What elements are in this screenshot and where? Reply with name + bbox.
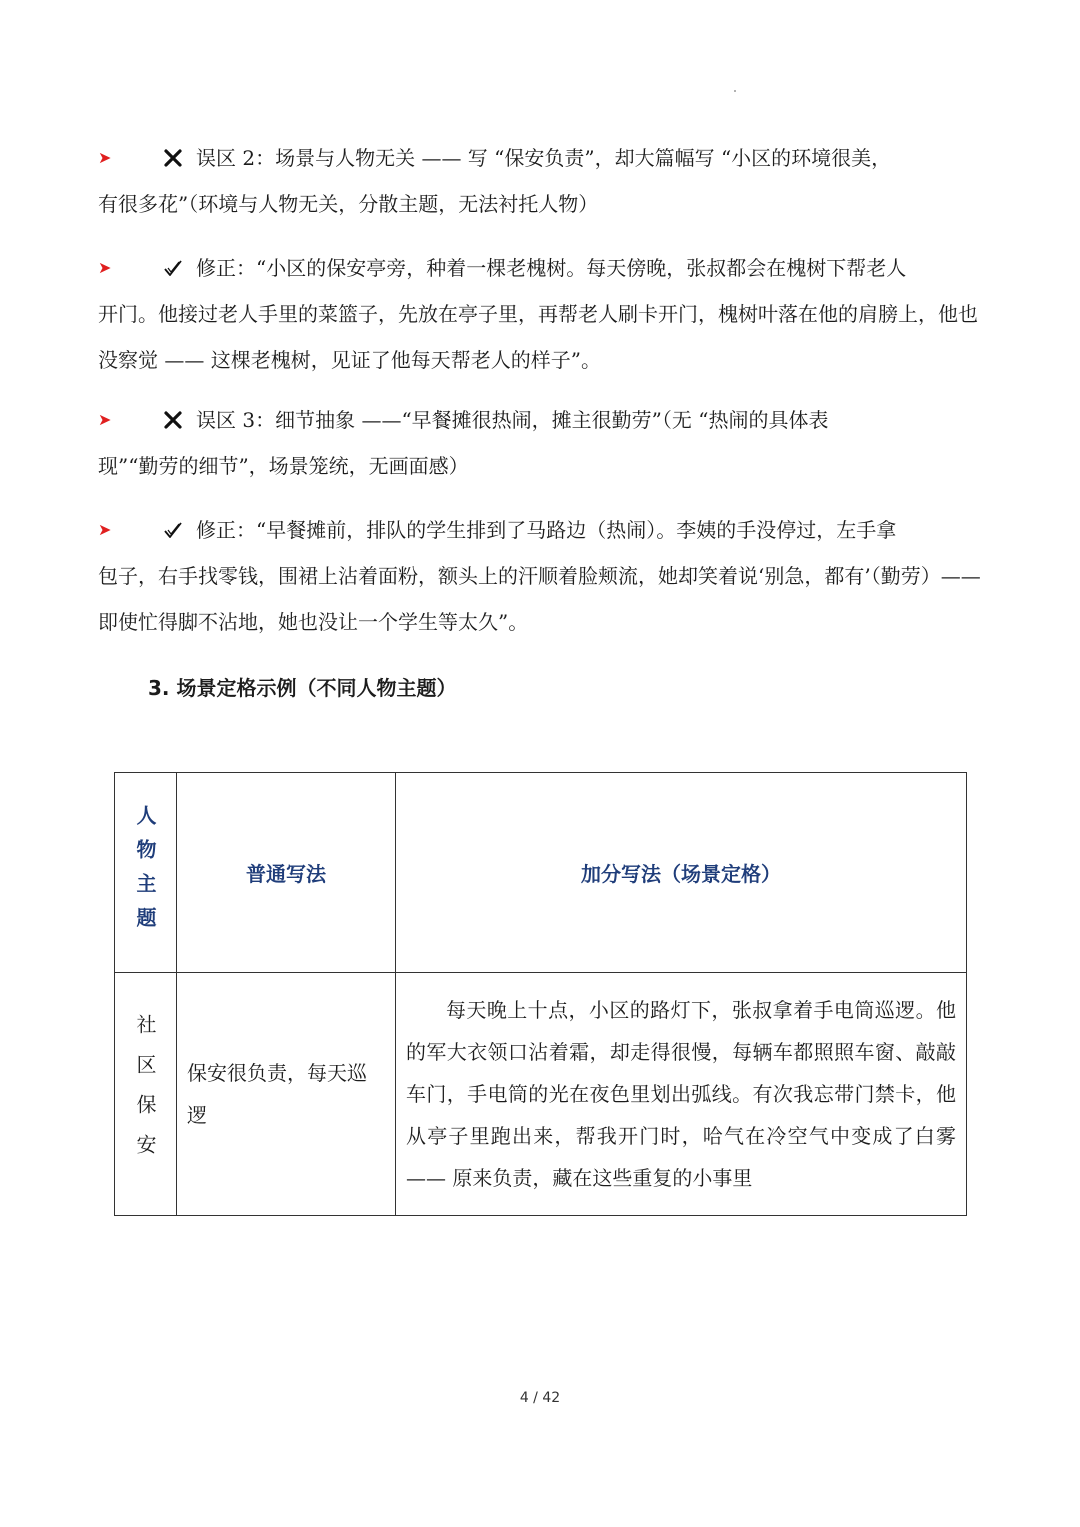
decorative-dot <box>734 90 736 92</box>
table-row <box>115 973 967 1216</box>
arrow-marker-icon: ➤ <box>98 520 112 539</box>
scene-example-table <box>114 772 967 1216</box>
cell-topic-label: 社区保安 <box>133 1014 157 1174</box>
mistake-paragraph-3 <box>98 397 984 489</box>
paragraph-lead: 修正：“小区的保安亭旁，种着一棵老槐树。每天傍晚，张叔都会在槐树下帮老人 <box>196 256 907 280</box>
page-number: 4 / 42 <box>519 1390 561 1406</box>
cell-plain-writing: 保安很负责，每天巡逻 <box>177 973 396 1216</box>
arrow-marker-icon: ➤ <box>98 258 112 277</box>
paragraph-rest: 有很多花”（环境与人物无关，分散主题，无法衬托人物） <box>98 192 599 216</box>
header-scene: 加分写法（场景定格） <box>396 773 967 973</box>
arrow-marker-icon: ➤ <box>98 148 112 167</box>
header-plain: 普通写法 <box>177 773 396 973</box>
paragraph-lead: 误区 2：场景与人物无关 —— 写 “保安负责”，却大篇幅写 “小区的环境很美， <box>196 146 892 170</box>
cell-scene-writing: 每天晚上十点，小区的路灯下，张叔拿着手电筒巡逻。他的军大衣领口沾着霜，却走得很慢，每辆车都照照车窗、敲敲车门，手电筒的光在夜色里划出弧线。有次我忘带门禁卡，他从亭子里跑出来，帮我开门时，哈气在冷空气中变成了白雾 —— 原来负责，藏在这些重复的小事里 <box>396 973 967 1216</box>
paragraph-lead: 修正：“早餐摊前，排队的学生排到了马路边（热闹）。李姨的手没停过，左手拿 <box>196 518 897 542</box>
table-header-row <box>115 773 967 973</box>
paragraph-rest: 现”“勤劳的细节”，场景笼统，无画面感） <box>98 454 469 478</box>
correction-paragraph-2 <box>98 245 984 383</box>
paragraph-rest: 包子，右手找零钱，围裙上沾着面粉，额头上的汗顺着脸颊流，她却笑着说‘别急，都有’（勤劳）—— 即使忙得脚不沾地，她也没让一个学生等太久”。 <box>98 564 981 634</box>
correction-paragraph-3 <box>98 507 984 645</box>
header-topic-label: 人物主题 <box>133 804 157 941</box>
cell-topic <box>115 973 177 1216</box>
header-topic <box>115 773 177 973</box>
arrow-marker-icon: ➤ <box>98 410 112 429</box>
mistake-paragraph-2 <box>98 135 984 227</box>
paragraph-lead: 误区 3：细节抽象 ——“早餐摊很热闹，摊主很勤劳”（无 “热闹的具体表 <box>196 408 829 432</box>
section-heading: 3. 场景定格示例（不同人物主题） <box>148 676 457 700</box>
paragraph-rest: 开门。他接过老人手里的菜篮子，先放在亭子里，再帮老人刷卡开门，槐树叶落在他的肩膀上，他也没察觉 —— 这棵老槐树，见证了他每天帮老人的样子”。 <box>98 302 978 372</box>
